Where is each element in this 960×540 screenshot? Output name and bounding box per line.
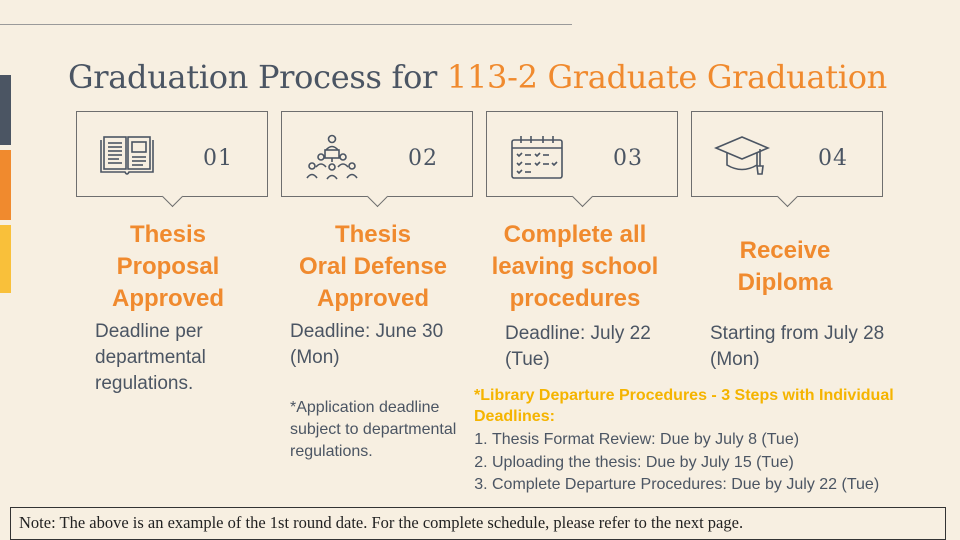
side-accent-bar-yellow (0, 225, 11, 293)
calendar-checklist-icon (509, 134, 565, 180)
open-book-icon (99, 134, 155, 180)
step-title-line: Thesis (334, 221, 412, 248)
step-number: 03 (613, 146, 643, 171)
step-desc-2: Deadline: June 30 (Mon) (290, 321, 444, 368)
step-title-2 (268, 219, 478, 315)
step-title-line: Approved (111, 285, 224, 312)
step-title-3 (471, 219, 679, 315)
step-card-1 (76, 111, 268, 197)
step-card-2 (281, 111, 473, 197)
step-title-line: Complete all (503, 221, 647, 248)
presentation-audience-icon (304, 134, 360, 180)
footer-note: Note: The above is an example of the 1st round date. For the complete schedule, please refer to the next page. (10, 507, 946, 540)
step-desc-1: Deadline per departmental regulations. (95, 321, 206, 394)
title-main: Graduation Process for (68, 58, 447, 96)
step-title-line: Thesis (129, 221, 207, 248)
step-number: 04 (818, 146, 848, 171)
step-title-line: Proposal (116, 253, 220, 280)
step-number: 02 (408, 146, 438, 171)
step-card-3 (486, 111, 678, 197)
step-desc-3: Deadline: July 22 (Tue) (505, 323, 651, 370)
step-title-line: Receive (739, 237, 831, 264)
page-title (68, 58, 887, 96)
list-item: 2. Uploading the thesis: Due by July 15 (Tue) (492, 452, 954, 475)
side-accent-bar-orange (0, 150, 11, 220)
top-divider (0, 24, 572, 25)
step-card-4 (691, 111, 883, 197)
graduation-cap-icon (714, 134, 770, 180)
step-title-4 (680, 235, 890, 299)
title-highlight: 113-2 Graduate Graduation (446, 58, 887, 96)
list-item: 1. Thesis Format Review: Due by July 8 (Tue) (492, 429, 954, 452)
step-title-line: Diploma (737, 269, 833, 296)
step-note-2: *Application deadline subject to departmental regulations. (290, 399, 457, 460)
step-number: 01 (203, 146, 233, 171)
step-title-line: Approved (316, 285, 429, 312)
step-desc-4: Starting from July 28 (Mon) (710, 323, 885, 370)
list-item: 3. Complete Departure Procedures: Due by July 22 (Tue) (492, 474, 954, 497)
step-title-line: procedures (509, 285, 641, 312)
library-steps-list (474, 429, 954, 497)
library-procedures (474, 385, 954, 497)
step-title-1 (63, 219, 273, 315)
step-title-line: leaving school (491, 253, 659, 280)
step-title-line: Oral Defense (298, 253, 448, 280)
side-accent-bar-dark (0, 75, 11, 145)
library-heading: *Library Departure Procedures - 3 Steps with Individual Deadlines: (474, 387, 894, 425)
